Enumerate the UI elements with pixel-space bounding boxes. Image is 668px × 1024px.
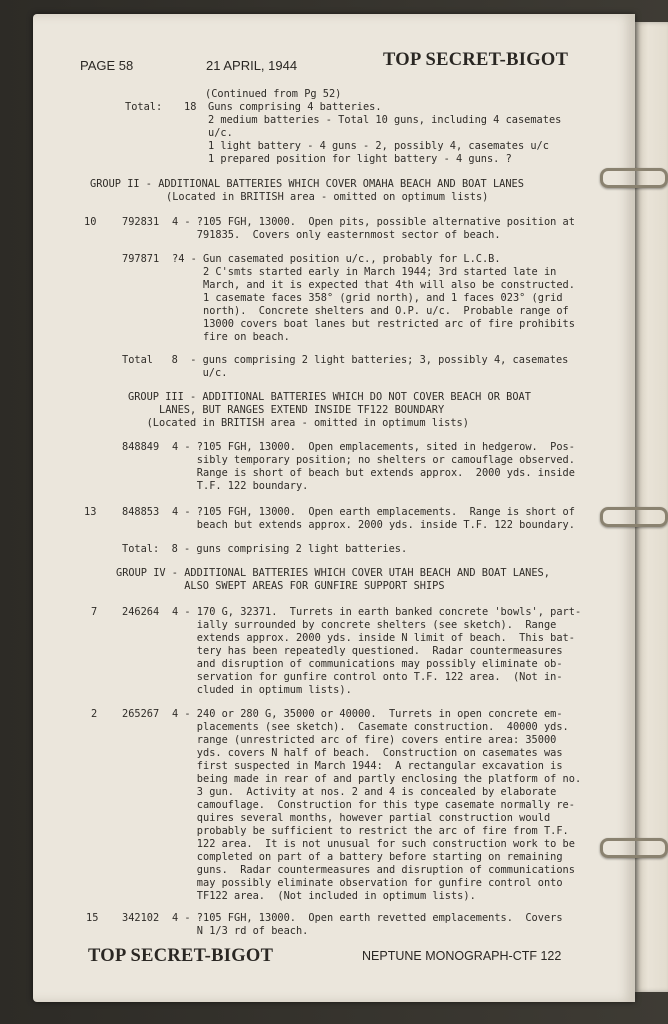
entry-line: 4 - ?105 FGH, 13000. Open emplacements, sited in hedgerow. Pos- bbox=[172, 441, 575, 453]
entry-line: Range is short of beach but extends approx. 2000 yds. inside bbox=[172, 467, 575, 479]
total-line: 2 medium batteries - Total 10 guns, including 4 casemates bbox=[208, 114, 562, 126]
header-classification: TOP SECRET-BIGOT bbox=[383, 50, 569, 70]
entry-number: 10 bbox=[84, 216, 97, 228]
entry-line: extends approx. 2000 yds. inside N limit of beach. This bat- bbox=[172, 632, 575, 644]
entry-line: north). Concrete shelters and O.P. u/c. Probable range of bbox=[172, 305, 569, 317]
group-heading: LANES, BUT RANGES EXTEND INSIDE TF122 BOUNDARY bbox=[128, 404, 445, 416]
group-heading: GROUP II - ADDITIONAL BATTERIES WHICH COVER OMAHA BEACH AND BOAT LANES bbox=[90, 178, 524, 190]
group-subheading: (Located in BRITISH area - omitted on optimum lists) bbox=[166, 191, 489, 203]
entry-coordinate: 848853 bbox=[122, 506, 160, 518]
entry-line: and disruption of communications may possibly eliminate ob- bbox=[172, 658, 563, 670]
entry-line: 4 - ?105 FGH, 13000. Open earth revetted emplacements. Covers bbox=[172, 912, 563, 924]
footer-monograph: NEPTUNE MONOGRAPH-CTF 122 bbox=[362, 949, 562, 963]
total-line: 1 prepared position for light battery - 4 guns. ? bbox=[208, 153, 512, 165]
entry-line: 4 - 240 or 280 G, 35000 or 40000. Turrets in open concrete em- bbox=[172, 708, 563, 720]
entry-line: tery has been repeatedly questioned. Radar countermeasures bbox=[172, 645, 563, 657]
binder-ring-icon bbox=[600, 168, 668, 188]
entry-line: placements (see sketch). Casemate construction. 40000 yds. bbox=[172, 721, 569, 733]
entry-line: 1 casemate faces 358° (grid north), and 1 faces 023° (grid bbox=[172, 292, 563, 304]
total-line: Total 8 - guns comprising 2 light batteries; 3, possibly 4, casemates bbox=[122, 354, 569, 366]
entry-line: March, and it is expected that 4th will also be constructed. bbox=[172, 279, 575, 291]
entry-line: probably be sufficient to restrict the arc of fire from T.F. bbox=[172, 825, 569, 837]
document-date: 21 APRIL, 1944 bbox=[206, 58, 298, 73]
continued-note: (Continued from Pg 52) bbox=[205, 88, 342, 100]
total-label: Total: bbox=[125, 101, 163, 113]
total-line: Total: 8 - guns comprising 2 light batteries. bbox=[122, 543, 408, 555]
entry-line: 122 area. It is not unusual for such construction work to be bbox=[172, 838, 575, 850]
entry-coordinate: 342102 bbox=[122, 912, 160, 924]
entry-coordinate: 848849 bbox=[122, 441, 160, 453]
binder-ring-icon bbox=[600, 838, 668, 858]
entry-line: cluded in optimum lists). bbox=[172, 684, 352, 696]
total-line: 1 light battery - 4 guns - 2, possibly 4, casemates u/c bbox=[208, 140, 549, 152]
entry-line: sibly temporary position; no shelters or camouflage observed. bbox=[172, 454, 575, 466]
entry-line: 3 gun. Activity at nos. 2 and 4 is concealed by elaborate bbox=[172, 786, 557, 798]
entry-line: being made in rear of and partly enclosing the platform of no. bbox=[172, 773, 582, 785]
total-line: Guns comprising 4 batteries. bbox=[208, 101, 382, 113]
group-heading: GROUP III - ADDITIONAL BATTERIES WHICH DO NOT COVER BEACH OR BOAT bbox=[128, 391, 531, 403]
entry-number: 2 bbox=[91, 708, 98, 720]
entry-line: 4 - 170 G, 32371. Turrets in earth banked concrete 'bowls', part- bbox=[172, 606, 582, 618]
entry-line: N 1/3 rd of beach. bbox=[172, 925, 309, 937]
entry-coordinate: 246264 bbox=[122, 606, 160, 618]
entry-line: ially surrounded by concrete shelters (see sketch). Range bbox=[172, 619, 557, 631]
total-line: u/c. bbox=[122, 367, 228, 379]
entry-number: 15 bbox=[86, 912, 99, 924]
entry-number: 7 bbox=[91, 606, 98, 618]
entry-line: T.F. 122 boundary. bbox=[172, 480, 309, 492]
entry-line: servation for gunfire control onto T.F. 122 area. (Not in- bbox=[172, 671, 563, 683]
entry-line: guns. Radar countermeasures and disruption of communications bbox=[172, 864, 575, 876]
binder-ring-icon bbox=[600, 507, 668, 527]
entry-line: TF122 area. (Not included in optimum lists). bbox=[172, 890, 476, 902]
entry-line: range (unrestricted arc of fire) covers entire area: 35000 bbox=[172, 734, 557, 746]
entry-line: 13000 covers boat lanes but restricted arc of fire prohibits bbox=[172, 318, 575, 330]
entry-line: completed on part of a battery before starting on remaining bbox=[172, 851, 563, 863]
entry-line: 4 - ?105 FGH, 13000. Open earth emplacements. Range is short of bbox=[172, 506, 575, 518]
entry-line: beach but extends approx. 2000 yds. inside T.F. 122 boundary. bbox=[172, 519, 575, 531]
total-line: u/c. bbox=[208, 127, 233, 139]
entry-line: first suspected in March 1944: A rectangular excavation is bbox=[172, 760, 563, 772]
entry-coordinate: 797871 bbox=[122, 253, 160, 265]
entry-line: may possibly eliminate observation for gunfire control onto bbox=[172, 877, 563, 889]
page-number: PAGE 58 bbox=[80, 58, 134, 73]
entry-line: ?4 - Gun casemated position u/c., probably for L.C.B. bbox=[172, 253, 501, 265]
footer-classification: TOP SECRET-BIGOT bbox=[88, 946, 274, 966]
entry-line: fire on beach. bbox=[172, 331, 290, 343]
entry-line: quires several months, however partial construction would bbox=[172, 812, 551, 824]
entry-coordinate: 792831 bbox=[122, 216, 160, 228]
entry-line: camouflage. Construction for this type casemate normally re- bbox=[172, 799, 575, 811]
entry-line: 791835. Covers only easternmost sector of beach. bbox=[172, 229, 501, 241]
entry-line: 2 C'smts started early in March 1944; 3rd started late in bbox=[172, 266, 557, 278]
entry-number: 13 bbox=[84, 506, 97, 518]
group-heading: GROUP IV - ADDITIONAL BATTERIES WHICH COVER UTAH BEACH AND BOAT LANES, bbox=[116, 567, 550, 579]
group-subheading: (Located in BRITISH area - omitted in optimum lists) bbox=[128, 417, 469, 429]
entry-line: 4 - ?105 FGH, 13000. Open pits, possible alternative position at bbox=[172, 216, 575, 228]
entry-coordinate: 265267 bbox=[122, 708, 160, 720]
total-count: 18 bbox=[184, 101, 197, 113]
group-heading: ALSO SWEPT AREAS FOR GUNFIRE SUPPORT SHIPS bbox=[116, 580, 445, 592]
entry-line: yds. covers N half of beach. Construction on casemates was bbox=[172, 747, 563, 759]
